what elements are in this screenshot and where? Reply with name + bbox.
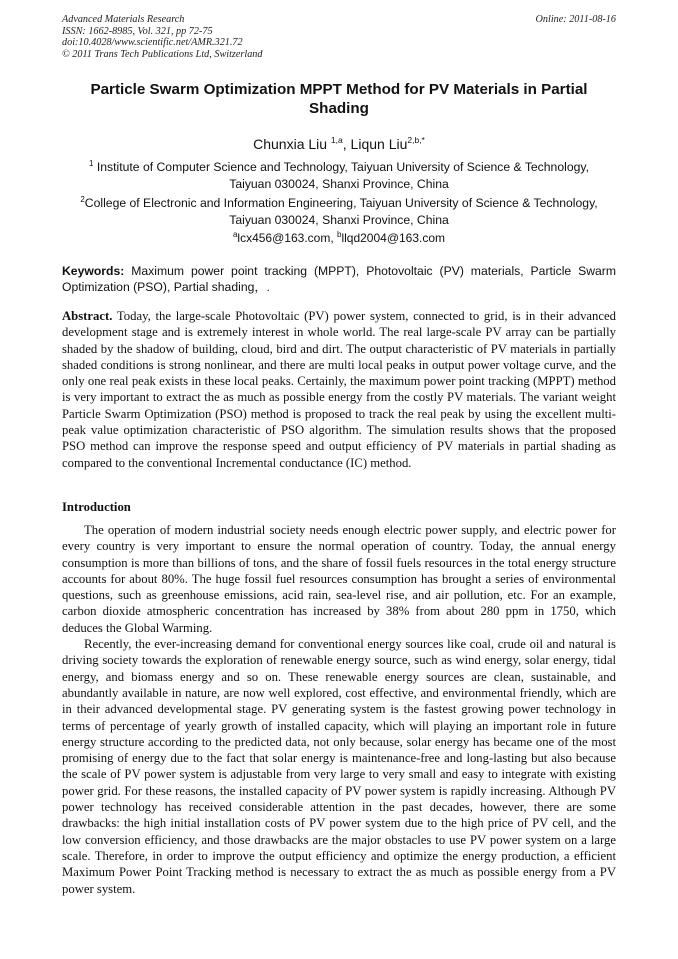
affiliation-1-sup: 1 <box>89 159 94 168</box>
journal-header <box>62 14 616 60</box>
copyright-line: © 2011 Trans Tech Publications Ltd, Switzerland <box>62 48 263 60</box>
author-line <box>62 131 616 153</box>
author-2: Liqun Liu <box>350 136 408 152</box>
author-1-sup: 1,a <box>330 135 343 145</box>
abstract <box>62 308 616 471</box>
abstract-label: Abstract. <box>62 309 113 323</box>
intro-paragraph-1: The operation of modern industrial society needs enough electric power supply, and electric power for every country is very important to ensure the normal operation of country. Today, the annual energy consumption is more than billions of tons, and the share of fossil fuels resources in the total energy structure accounts for about 80%. The huge fossil fuel resources consumption has brought a series of environmental questions, such as greenhouse emissions, acid rain, sea-level rise, and air pollution, etc. For an example, carbon dioxide atmospheric concentration has increased by 38% from about 280 ppm in 1750, which deduces the Global Warming. <box>62 523 616 635</box>
affiliation-1-line2: Taiyuan 030024, Shanxi Province, China <box>229 176 449 191</box>
affiliation-2-sup: 2 <box>80 195 85 204</box>
affiliation-1 <box>62 156 616 192</box>
journal-name: Advanced Materials Research <box>62 14 185 25</box>
abstract-text: Today, the large-scale Photovoltaic (PV) power system, connected to grid, is in their advanced development stage and is extremely interest in whole world. The real large-scale PV array can be partially shaded by the shadow of building, cloud, bird and dirt. The output characteristic of PV materials in partially shaded conditions is strong nonlinear, and there are multi local peaks in output power voltage curve, and the only one real peak exists in these local peaks. Certainly, the maximum power point tracking (MPPT) method is very important to extract the as much as possible energy from the costly PV materials. The variant weight Particle Swarm Optimization (PSO) method is proposed to track the real peak by using the excellent multi-peak value optimization characteristic of PSO algorithm. The simulation results shows that the proposed PSO method can improve the response speed and output efficiency of PV materials in partial shading as compared to the conventional Incremental conductance (IC) method. <box>62 309 616 470</box>
author-2-sup: 2,b,* <box>407 135 425 145</box>
email-line <box>62 227 616 246</box>
author-1: Chunxia Liu <box>253 136 328 152</box>
keywords-text: Maximum power point tracking (MPPT), Photovoltaic (PV) materials, Particle Swarm Optimization (PSO), Partial shading，. <box>62 264 616 294</box>
keywords-label: Keywords: <box>62 264 125 278</box>
affiliation-1-line1: Institute of Computer Science and Technology, Taiyuan University of Science & Technology, <box>93 160 589 174</box>
affiliation-2-line1: College of Electronic and Information Engineering, Taiyuan University of Science & Technology, <box>84 196 598 210</box>
introduction-body <box>62 522 616 897</box>
email-b: llqd2004@163.com <box>341 231 446 245</box>
email-b-sup: b <box>336 230 342 239</box>
email-a-sup: a <box>232 230 238 239</box>
doi-line: doi:10.4028/www.scientific.net/AMR.321.72 <box>62 37 243 49</box>
affiliation-2-line2: Taiyuan 030024, Shanxi Province, China <box>229 212 449 227</box>
introduction-heading: Introduction <box>62 500 131 514</box>
author-separator: , <box>342 136 351 152</box>
intro-paragraph-2: Recently, the ever-increasing demand for conventional energy sources like coal, crude oil and natural is driving society towards the exploration of renewable energy source, such as wind energy, solar energy, tidal energy, and biomass energy and so on. These renewable energy sources are clean, sustainable, and abundantly available in nature, are now well explored, cost effective, and environmental friendly, which are in their advanced developmental stage. PV generating system is the fastest growing power technology in terms of percentage of yearly growth of installed capacity, which will playing an important role in future energy structure according to the predicted data, not only because, solar energy has became one of the most promising of energy due to the fact that solar energy is maintenance-free and long-lasting but also because the scale of PV power system is adjustable from very large to very small and easy to integrate with existing power grid. For these reasons, the installed capacity of PV power system is rapidly increasing. Although PV power technology has received considerable attention in the past decades, however, there are some drawbacks: the high initial installation costs of PV power system due to the high price of PV cell, and the low conversion efficiency, and those drawbacks are the major obstacles to use PV power system on a large scale. Therefore, in order to improve the output efficiency and optimize the energy production, a efficient Maximum Power Point Tracking method is necessary to extract the as much as possible energy from a PV power system. <box>62 637 616 896</box>
paper-title: Particle Swarm Optimization MPPT Method for PV Materials in Partial Shading <box>90 81 588 117</box>
online-date: Online: 2011-08-16 <box>535 14 616 25</box>
keywords <box>62 264 616 296</box>
email-a: lcx456@163.com, <box>237 231 337 245</box>
issn-line: ISSN: 1662-8985, Vol. 321, pp 72-75 <box>62 25 213 37</box>
affiliation-2 <box>62 192 616 228</box>
